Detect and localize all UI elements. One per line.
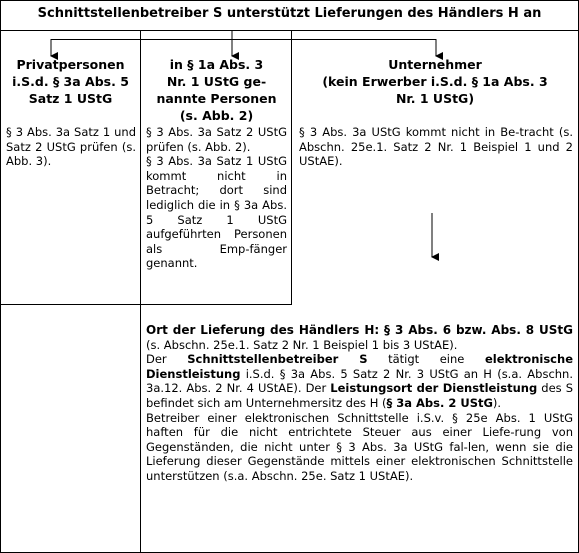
- column-1-title: [2, 56, 139, 107]
- column-3-title-line: Nr. 1 UStG): [395, 91, 475, 106]
- column-2-body-paragraph-2: § 3 Abs. 3a Satz 1 UStG kommt nicht in Betracht; dort sind lediglich die in § 3a Abs. 5 Satz 1 UStG aufgeführten Personen als Emp-fänger genannt.: [146, 154, 287, 271]
- bottom-block: [146, 323, 573, 484]
- bottom-paragraph-2-text: i.S.d. § 3a Abs. 5 Satz 2 Nr. 3 UStG an H (s.a. Abschn. 3a.12. Abs. 2 Nr. 4 UStAE). Der: [146, 366, 573, 396]
- column-2-body: [146, 125, 287, 271]
- column-2-title-line: in § 1a Abs. 3: [169, 57, 264, 72]
- column-2-title-line: (s. Abb. 2): [179, 108, 254, 123]
- column-3-title: [293, 56, 577, 107]
- column-3-title-line: Unternehmer: [388, 57, 482, 72]
- bottom-paragraph-2: [146, 352, 573, 410]
- column-1-title-line: i.S.d. § 3a Abs. 5: [12, 74, 129, 89]
- column-1-body: § 3 Abs. 3a Satz 1 und Satz 2 UStG prüfen (s. Abb. 3).: [6, 125, 136, 169]
- column-3-body: § 3 Abs. 3a UStG kommt nicht in Be-tracht (s. Abschn. 25e.1. Satz 2 Nr. 1 Beispiel 1 und 2 UStAE).: [299, 125, 573, 169]
- column-1-title-line: Privatpersonen: [16, 57, 125, 72]
- bottom-paragraph-1-rest: (s. Abschn. 25e.1. Satz 2 Nr. 1 Beispiel 1 bis 3 UStAE).: [146, 337, 458, 352]
- bottom-paragraph-3: Betreiber einer elektronischen Schnittstelle i.S.v. § 25e Abs. 1 UStG haften für die nicht entrichtete Steuer aus einer Liefe-rung von Gegenständen, die nicht unter § 3 Abs. 3a UStG fal-len, wenn sie die Lieferung dieser Gegenstände mittels einer elektronischen Schnittstelle unterstützen (s.a. Abschn. 25e. Satz 1 UStAE).: [146, 410, 573, 483]
- bottom-paragraph-1-bold: Ort der Lieferung des Händlers H: § 3 Abs. 6 bzw. Abs. 8 UStG: [146, 323, 573, 337]
- bottom-paragraph-2-bold: elektronische Dienstleistung: [146, 352, 573, 381]
- bottom-paragraph-2-bold: Schnittstellenbetreiber S: [187, 352, 368, 367]
- page-title: Schnittstellenbetreiber S unterstützt Lieferungen des Händlers H an: [37, 6, 542, 21]
- bottom-paragraph-1: [146, 323, 573, 352]
- column-2-title: [142, 56, 291, 124]
- bottom-paragraph-2-text: ).: [492, 395, 502, 410]
- column-2-body-paragraph-1: § 3 Abs. 3a Satz 2 UStG prüfen (s. Abb. 2).: [146, 125, 287, 154]
- column-2-title-line: nannte Personen: [156, 91, 277, 106]
- bottom-paragraph-2-text: des S befindet sich am Unternehmersitz des H (: [146, 381, 573, 410]
- bottom-paragraph-2-bold: § 3a Abs. 2 UStG: [386, 395, 493, 410]
- bottom-paragraph-2-bold: Leistungsort der Dienstleistung: [330, 381, 538, 396]
- column-2-title-line: Nr. 1 UStG ge-: [166, 74, 267, 89]
- column-1-title-line: Satz 1 UStG: [28, 91, 113, 106]
- bottom-paragraph-2-text: Der: [146, 352, 188, 367]
- bottom-paragraph-2-text: tätigt eine: [367, 352, 485, 367]
- column-3-title-line: (kein Erwerber i.S.d. § 1a Abs. 3: [322, 74, 548, 89]
